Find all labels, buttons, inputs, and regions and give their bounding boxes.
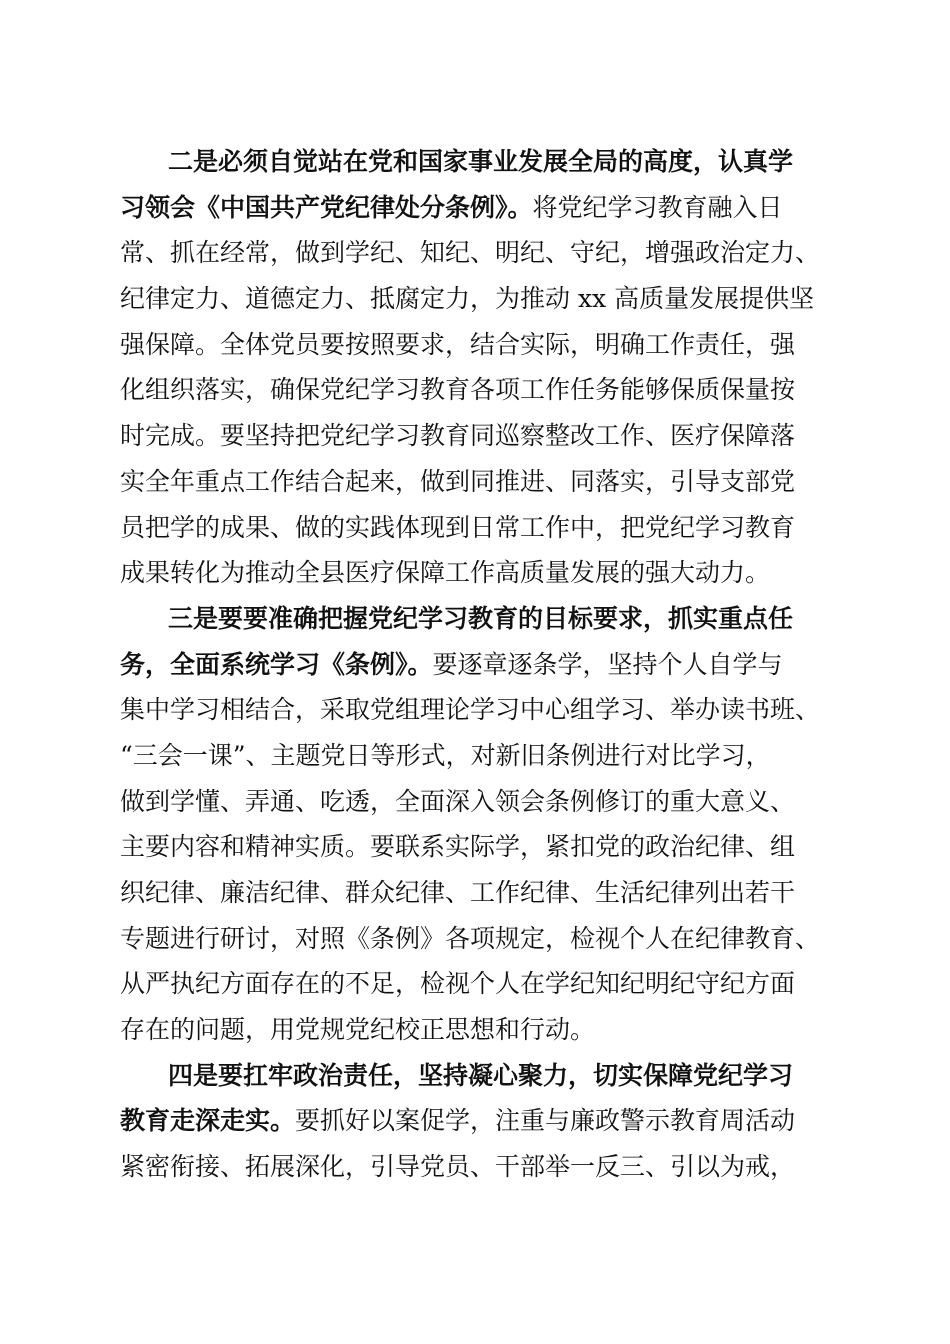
document-body: [120, 139, 860, 1190]
text-line: [120, 322, 860, 368]
paragraph: [120, 1053, 860, 1190]
body-text: 成果转化为推动全县医疗保障工作高质量发展的强大动力。: [120, 558, 771, 588]
text-line: [120, 459, 860, 505]
text-line: [120, 961, 860, 1007]
text-line: [120, 642, 860, 688]
body-text: 织纪律、廉洁纪律、群众纪律、工作纪律、生活纪律列出若干: [120, 878, 796, 907]
bold-lead-text: 三是要要准确把握党纪学习教育的目标要求，抓实重点任: [168, 603, 794, 633]
body-text: 做到学懂、弄通、吃透，全面深入领会条例修订的重大意义、: [120, 786, 796, 816]
text-line: [120, 139, 860, 185]
text-line: [120, 1007, 860, 1053]
text-line: [120, 505, 860, 551]
paragraph: [120, 139, 860, 596]
body-text: 从严执纪方面存在的不足，检视个人在学纪知纪明纪守纪方面: [120, 969, 796, 999]
body-text: 存在的问题，用党规党纪校正思想和行动。: [120, 1015, 596, 1045]
body-text: 将党纪学习教育融入日: [532, 192, 783, 222]
body-text: 集中学习相结合，采取党组理论学习中心组学习、举办读书班、: [120, 695, 821, 725]
text-line: [120, 413, 860, 459]
text-line: [120, 1098, 860, 1144]
text-line: [120, 550, 860, 596]
body-text: 常、抓在经常，做到学纪、知纪、明纪、守纪，增强政治定力、: [120, 238, 821, 268]
bold-lead-text: 习领会《中国共产党纪律处分条例》。: [120, 192, 533, 222]
bold-lead-text: 四是要扛牢政治责任，坚持凝心聚力，切实保障党纪学习: [168, 1060, 794, 1090]
body-text: 紧密衔接、拓展深化，引导党员、干部举一反三、引以为戒，: [120, 1152, 796, 1182]
body-text: “三会一课”、主题党日等形式，对新旧条例进行对比学习，: [120, 740, 771, 770]
text-line: [120, 596, 860, 642]
text-line: [120, 230, 860, 276]
text-line: [120, 733, 860, 779]
body-text: 强保障。全体党员要按照要求，结合实际，明确工作责任，强: [120, 329, 796, 359]
bold-lead-text: 二是必须自觉站在党和国家事业发展全局的高度，认真学: [168, 147, 794, 176]
body-text: 专题进行研讨，对照《条例》各项规定，检视个人在纪律教育、: [120, 923, 821, 953]
text-line: [120, 779, 860, 825]
bold-lead-text: 教育走深走实。: [120, 1106, 296, 1136]
text-line: [120, 1053, 860, 1099]
body-text: 要抓好以案促学，注重与廉政警示教育周活动: [295, 1106, 796, 1136]
bold-lead-text: 务，全面系统学习《条例》。: [120, 649, 433, 679]
text-line: [120, 687, 860, 733]
body-text: 实全年重点工作结合起来，做到同推进、同落实，引导支部党: [120, 466, 796, 496]
body-text: 化组织落实，确保党纪学习教育各项工作任务能够保质保量按: [120, 375, 796, 405]
body-text: 时完成。要坚持把党纪学习教育同巡察整改工作、医疗保障落: [120, 421, 796, 451]
text-line: [120, 824, 860, 870]
body-text: 要逐章逐条学，坚持个人自学与: [432, 649, 783, 679]
text-line: [120, 916, 860, 962]
text-line: [120, 870, 860, 916]
text-line: [120, 276, 860, 322]
text-line: [120, 185, 860, 231]
paragraph: [120, 596, 860, 1053]
text-line: [120, 367, 860, 413]
body-text: 员把学的成果、做的实践体现到日常工作中，把党纪学习教育: [120, 512, 796, 542]
body-text: 纪律定力、道德定力、抵腐定力，为推动 xx 高质量发展提供坚: [120, 284, 815, 314]
text-line: [120, 1144, 860, 1190]
body-text: 主要内容和精神实质。要联系实际学，紧扣党的政治纪律、组: [120, 832, 796, 862]
